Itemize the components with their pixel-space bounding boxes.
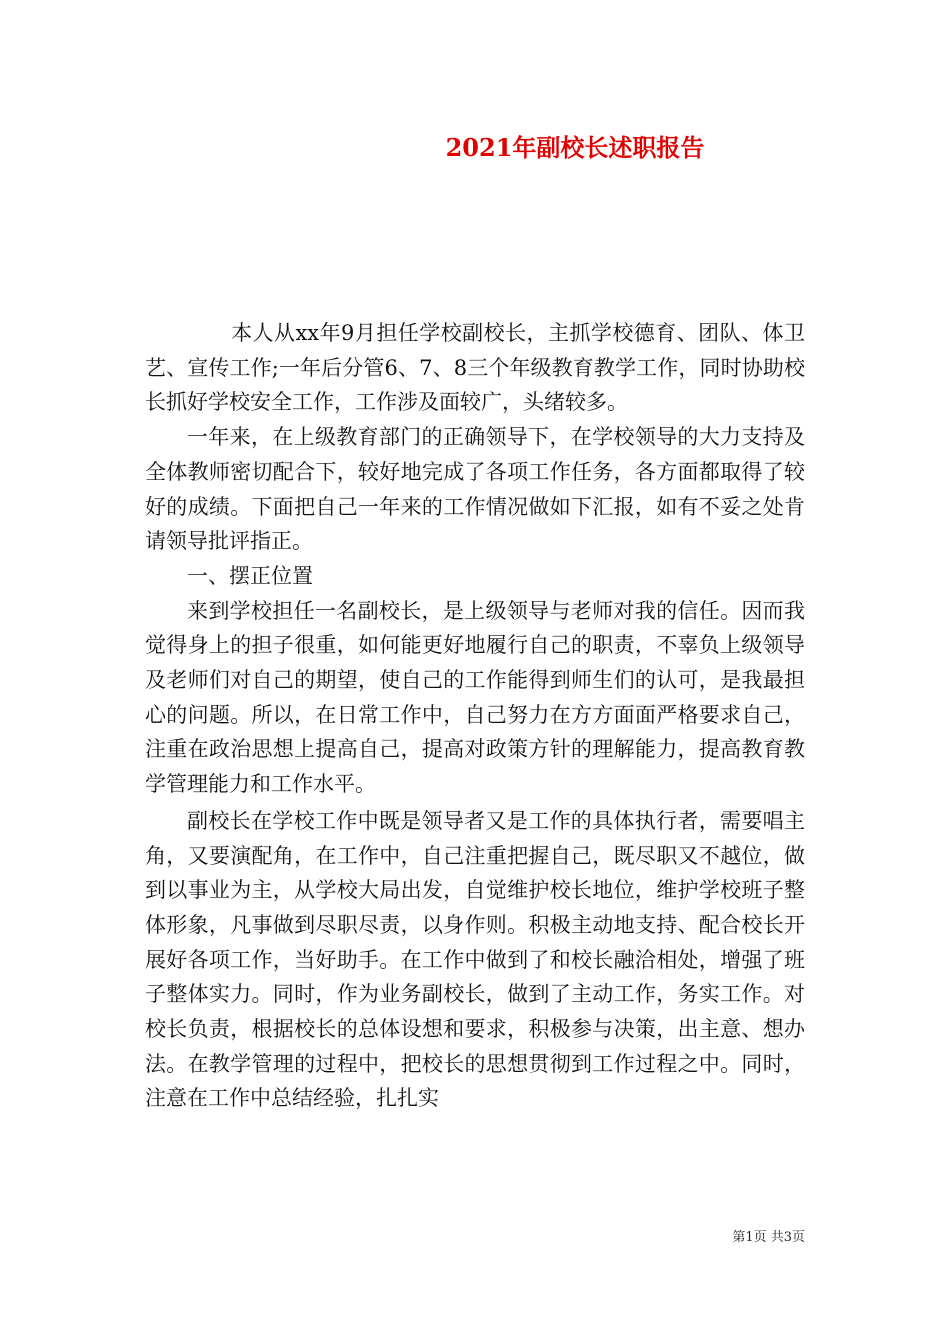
paragraph-2: 一年来，在上级教育部门的正确领导下，在学校领导的大力支持及全体教师密切配合下，较好地完成了各项工作任务，各方面都取得了较好的成绩。下面把自己一年来的工作情况做如下汇报，如有不妥之处肯请领导批评指正。	[145, 425, 805, 554]
paragraph-4: 副校长在学校工作中既是领导者又是工作的具体执行者，需要唱主角，又要演配角，在工作中，自己注重把握自己，既尽职又不越位，做到以事业为主，从学校大局出发，自觉维护校长地位，维护学校班子整体形象，凡事做到尽职尽责，以身作则。积极主动地支持、配合校长开展好各项工作，当好助手。在工作中做到了和校长融洽相处，增强了班子整体实力。同时，作为业务副校长，做到了主动工作，务实工作。对校长负责，根据校长的总体设想和要求，积极参与决策，出主意、想办法。在教学管理的过程中，把校长的思想贯彻到工作过程之中。同时，注意在工作中总结经验，扎扎实	[145, 808, 805, 1111]
section-heading-1: 一、摆正位置	[187, 563, 313, 588]
page-number-footer: 第1页 共3页	[732, 1230, 805, 1245]
paragraph-1: 本人从xx年9月担任学校副校长，主抓学校德育、团队、体卫艺、宣传工作;一年后分管6、7、8三个年级教育教学工作，同时协助校长抓好学校安全工作，工作涉及面较广，头绪较多。	[145, 321, 805, 415]
document-body	[145, 316, 805, 1116]
document-title: 2021年副校长述职报告	[445, 133, 705, 162]
paragraph-3: 来到学校担任一名副校长，是上级领导与老师对我的信任。因而我觉得身上的担子很重，如何能更好地履行自己的职责，不辜负上级领导及老师们对自己的期望，使自己的工作能得到师生们的认可，是我最担心的问题。所以，在日常工作中，自己努力在方方面面严格要求自己，注重在政治思想上提高自己，提高对政策方针的理解能力，提高教育教学管理能力和工作水平。	[145, 598, 805, 797]
